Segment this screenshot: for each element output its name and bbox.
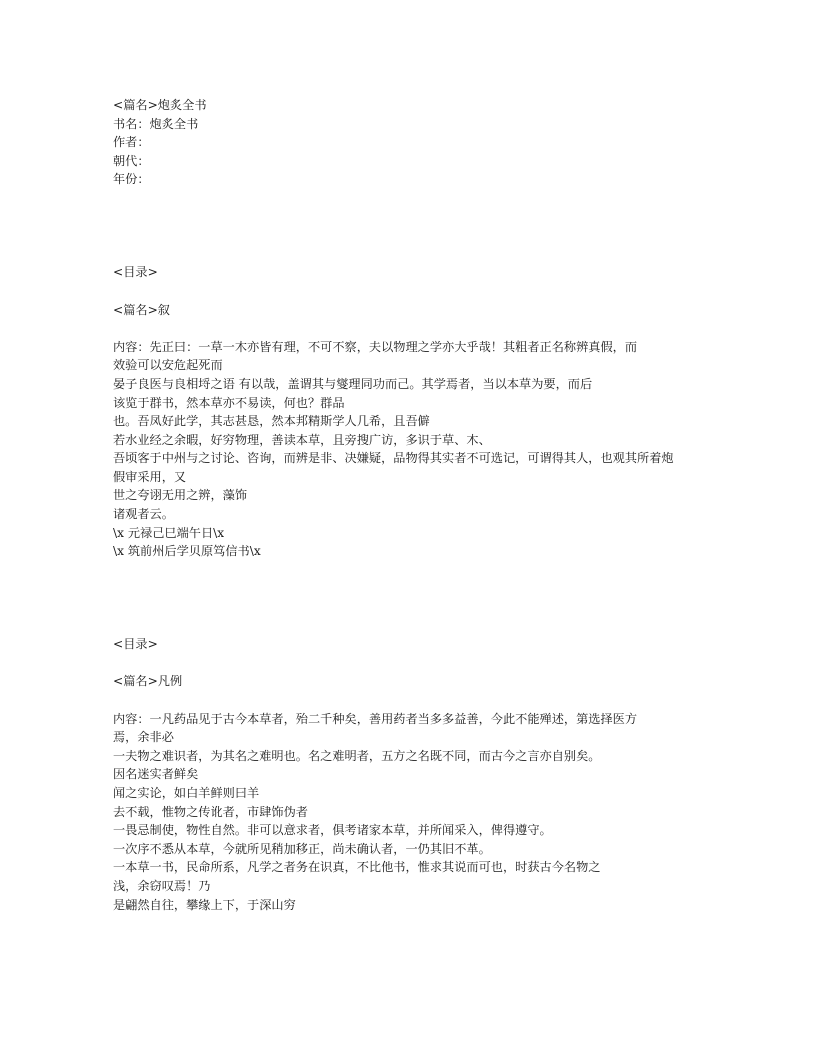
- section-fanli-line: 焉，余非必: [113, 730, 174, 745]
- line-gap: [113, 282, 736, 301]
- section-xu-block: [113, 263, 736, 561]
- section-xu-line: 诸观者云。: [113, 507, 174, 522]
- line-gap: [113, 319, 736, 338]
- section-fanli-line: 一次序不悉从本草，今就所见稍加移正，尚未确认者，一仍其旧不革。: [113, 841, 491, 856]
- section-fanli-line: 一夫物之难识者，为其名之难明也。名之难明者，五方之名既不同，而古今之言亦自别矣。: [113, 748, 601, 763]
- line-gap: [113, 691, 736, 710]
- section-xu-line: 假审采用，又: [113, 469, 187, 484]
- document-text-body: [113, 96, 736, 914]
- section-xu-line: \x 筑前州后学贝原笃信书\x: [113, 544, 261, 559]
- front-matter-dynasty: 朝代：: [113, 153, 150, 168]
- section-fanli-line: 浅，余窃叹焉！乃: [113, 878, 211, 893]
- front-matter-author: 作者：: [113, 135, 150, 150]
- section-fanli-pian-ming: <篇名>凡例: [113, 674, 183, 689]
- front-matter-pian-ming: <篇名>炮炙全书: [113, 98, 207, 112]
- section-fanli-block: [113, 635, 736, 914]
- section-xu-toc-marker: <目录>: [113, 265, 158, 280]
- section-fanli-toc-marker: <目录>: [113, 637, 158, 652]
- section-fanli-line: 因名迷实者鲜矣: [113, 767, 199, 782]
- line-gap: [113, 654, 736, 673]
- section-xu-line: 吾顷客于中州与之讨论、咨询，而辨是非、决嫌疑，品物得其实者不可选记，可谓得其人，也观其所着炮: [113, 451, 674, 466]
- section-xu-line: 也。吾凤好此学，其志甚恳，然本邦精斯学人几希，且吾僻: [113, 414, 430, 429]
- section-xu-line: 世之夸诩无用之辨，藻饰: [113, 488, 248, 503]
- block-gap: [113, 561, 736, 635]
- section-fanli-line: 一畏忌制使，物性自然。非可以意求者，俱考诸家本草，并所闻采入，俾得遵守。: [113, 823, 552, 838]
- section-xu-line: 晏子良医与良相埒之语 有以哉，盖谓其与燮理同功而己。其学焉者，当以本草为要，而后: [113, 376, 593, 391]
- section-fanli-line: 内容：一凡药品见于古今本草者，殆二千种矣，善用药者当多多益善，今此不能殚述，第选择医方: [113, 711, 638, 726]
- section-xu-line: \x 元禄己巳端午日\x: [113, 525, 225, 540]
- section-fanli-line: 是翩然自往，攀缘上下，于深山穷: [113, 897, 296, 912]
- section-xu-pian-ming: <篇名>叙: [113, 302, 170, 317]
- section-fanli-line: 闻之实论，如白羊鲜则曰羊: [113, 786, 260, 800]
- section-fanli-line: 一本草一书，民命所系，凡学之者务在识真，不比他书，惟求其说而可也，时获古今名物之: [113, 860, 601, 875]
- block-gap: [113, 189, 736, 263]
- front-matter-block: [113, 96, 736, 189]
- section-xu-line: 内容：先正曰：一草一木亦皆有理，不可不察，夫以物理之学亦大乎哉！其粗者正名称辨真假，而: [113, 339, 638, 354]
- section-xu-line: 该览于群书，然本草亦不易读，何也？群品: [113, 395, 345, 410]
- front-matter-year: 年份：: [113, 172, 150, 187]
- section-xu-line: 效验可以安危起死而: [113, 358, 223, 373]
- section-xu-line: 若水业经之余暇，好穷物理，善读本草，且旁搜广访，多识于草、木、: [113, 432, 491, 447]
- front-matter-book-name: 书名：炮炙全书: [113, 116, 199, 131]
- section-fanli-line: 去不载，惟物之传讹者，市肆饰伪者: [113, 804, 308, 819]
